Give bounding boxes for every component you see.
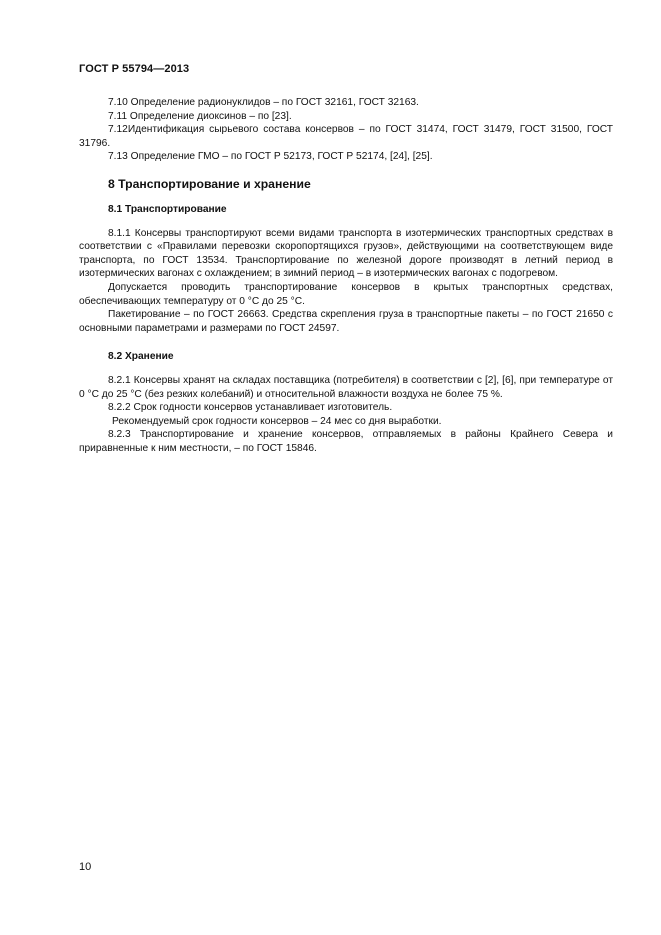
transport-covered-vehicles-paragraph: Допускается проводить транспортирование консервов в крытых транспортных средствах, обеспечивающих температуру от 0 °С до 25 °С. <box>79 281 613 307</box>
subsection-8-2-heading: 8.2 Хранение <box>108 351 174 363</box>
section-8-heading: 8 Транспортирование и хранение <box>108 176 311 191</box>
clause-8-2-3: 8.2.3 Транспортирование и хранение консервов, отправляемых в районы Крайнего Севера и приравненные к ним местности, – по ГОСТ 15846. <box>79 429 613 454</box>
subsection-8-1-heading: 8.1 Транспортирование <box>108 203 227 215</box>
clause-7-10: 7.10 Определение радионуклидов – по ГОСТ 32161, ГОСТ 32163. <box>108 97 419 108</box>
clause-8-2-1: 8.2.1 Консервы хранят на складах поставщика (потребителя) в соответствии с [2], [6], при температуре от 0 °С до 25 °С (без резких колебаний) и относительной влажности воздуха не более 75 %. <box>79 374 613 400</box>
palletizing-paragraph: Пакетирование – по ГОСТ 26663. Средства скрепления груза в транспортные пакеты – по ГОСТ 21650 с основными параметрами и размерами по ГОСТ 24597. <box>79 309 613 334</box>
clause-8-1-1: 8.1.1 Консервы транспортируют всеми видами транспорта в изотермических транспортных средствах в соответствии с «Правилами перевозки скоропортящихся грузов», действующими на соответствующем виде транспорта, по ГОСТ 13534. Транспортирование по железной дороге производят в летний период в изотермических вагонах с охлаждением; в зимний период – в изотермических вагонах с подогревом. <box>79 227 613 280</box>
document-code-header: ГОСТ Р 55794—2013 <box>79 63 190 75</box>
clause-7-12: 7.12Идентификация сырьевого состава консервов – по ГОСТ 31474, ГОСТ 31479, ГОСТ 31500, ГОСТ 31796. <box>79 124 613 149</box>
clause-7-13: 7.13 Определение ГМО – по ГОСТ Р 52173, ГОСТ Р 52174, [24], [25]. <box>108 151 433 163</box>
clause-7-11: 7.11 Определение диоксинов – по [23]. <box>108 110 292 122</box>
recommended-shelf-life-paragraph: Рекомендуемый срок годности консервов – 24 мес со дня выработки. <box>112 415 442 427</box>
clause-8-2-2: 8.2.2 Срок годности консервов устанавливает изготовитель. <box>108 402 393 414</box>
document-body <box>79 96 613 455</box>
page-number: 10 <box>79 861 92 873</box>
